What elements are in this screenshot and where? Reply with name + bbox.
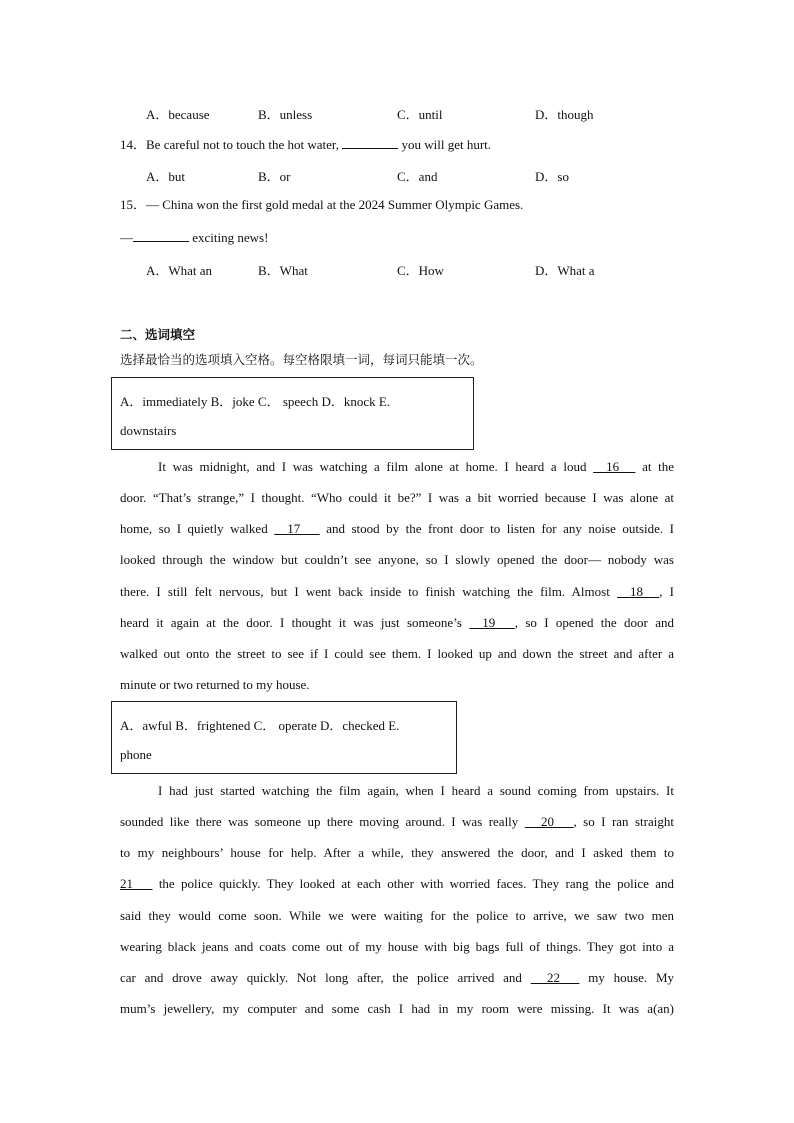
- word-box-1-line1: A．immediately B．joke C． speech D．knock E.: [120, 394, 391, 409]
- word-box-2-line1: A．awful B．frightened C． operate D．checked E.: [120, 718, 400, 733]
- blank-20: 20: [524, 814, 574, 829]
- q13-option-d: D．though: [535, 107, 594, 122]
- word-box-1-line2: downstairs: [120, 423, 177, 438]
- passage-1-line: It was midnight, and I was watching a film alone at home. I heard a loud 16 at the: [158, 459, 674, 474]
- q13-option-b: B．unless: [258, 107, 313, 122]
- passage-2-line: said they would come soon. While we were waiting for the police to arrive, we saw two men: [120, 908, 674, 923]
- blank-16: 16: [593, 459, 636, 474]
- word-box-1: [111, 377, 474, 450]
- passage-1-line: minute or two returned to my house.: [120, 677, 310, 692]
- passage-2-line: I had just started watching the film again, when I heard a sound coming from upstairs. It: [158, 783, 674, 798]
- q14-option-b: B．or: [258, 169, 291, 184]
- blank-18: 18: [617, 584, 660, 599]
- q14-option-d: D．so: [535, 169, 569, 184]
- blank-17: 17: [274, 521, 320, 536]
- passage-1-line: door. “That’s strange,” I thought. “Who could it be?” I was a bit worried because I was alone at: [120, 490, 674, 505]
- passage-1-line: looked through the window but couldn’t see anyone, so I slowly opened the door— nobody was: [120, 552, 674, 567]
- q15-option-b: B．What: [258, 263, 308, 278]
- passage-2-line: sounded like there was someone up there moving around. I was really 20 , so I ran straight: [120, 814, 674, 829]
- q15-option-c: C．How: [397, 263, 444, 278]
- passage-2-line: 21 the police quickly. They looked at each other with worried faces. They rang the police and: [120, 876, 674, 891]
- section-heading: 二、选词填空: [120, 327, 196, 342]
- word-box-2-line2: phone: [120, 747, 152, 762]
- q14-option-c: C．and: [397, 169, 438, 184]
- section-instruction: 选择最恰当的选项填入空格。每空格限填一词，每词只能填一次。: [120, 352, 483, 367]
- passage-2-line: mum’s jewellery, my computer and some cash I had in my room were missing. It was a(an): [120, 1001, 674, 1016]
- passage-2-line: car and drove away quickly. Not long after, the police arrived and 22 my house. My: [120, 970, 674, 985]
- passage-2-line: to my neighbours’ house for help. After a while, they answered the door, and I asked them to: [120, 845, 674, 860]
- q15-line1: 15．— China won the first gold medal at the 2024 Summer Olympic Games.: [120, 197, 524, 212]
- q13-option-a: A．because: [146, 107, 210, 122]
- q14-option-a: A．but: [146, 169, 186, 184]
- q13-option-c: C．until: [397, 107, 443, 122]
- blank-21: 21: [120, 876, 153, 891]
- passage-1-line: home, so I quietly walked 17 and stood by the front door to listen for any noise outside. I: [120, 521, 674, 536]
- q15-dash: —: [120, 230, 133, 245]
- q15-option-a: A．What an: [146, 263, 213, 278]
- q15-blank: [133, 228, 189, 242]
- q14-stem: [120, 135, 491, 153]
- passage-1-line: there. I still felt nervous, but I went back inside to finish watching the film. Almost 18 , I: [120, 584, 674, 599]
- q15-suffix: exciting news!: [192, 230, 269, 245]
- q15-line2: [120, 228, 268, 246]
- q14-stem-before: 14．Be careful not to touch the hot water,: [120, 137, 339, 152]
- q14-blank: [342, 135, 398, 149]
- passage-1-line: heard it again at the door. I thought it was just someone’s 19 , so I opened the door and: [120, 615, 674, 630]
- blank-19: 19: [469, 615, 515, 630]
- q14-stem-after: you will get hurt.: [401, 137, 492, 152]
- q15-option-d: D．What a: [535, 263, 595, 278]
- passage-1-line: walked out onto the street to see if I could see them. I looked up and down the street and after a: [120, 646, 674, 661]
- word-box-2: [111, 701, 457, 774]
- blank-22: 22: [530, 970, 580, 985]
- passage-2-line: wearing black jeans and coats come out of my house with big bags full of things. They got into a: [120, 939, 674, 954]
